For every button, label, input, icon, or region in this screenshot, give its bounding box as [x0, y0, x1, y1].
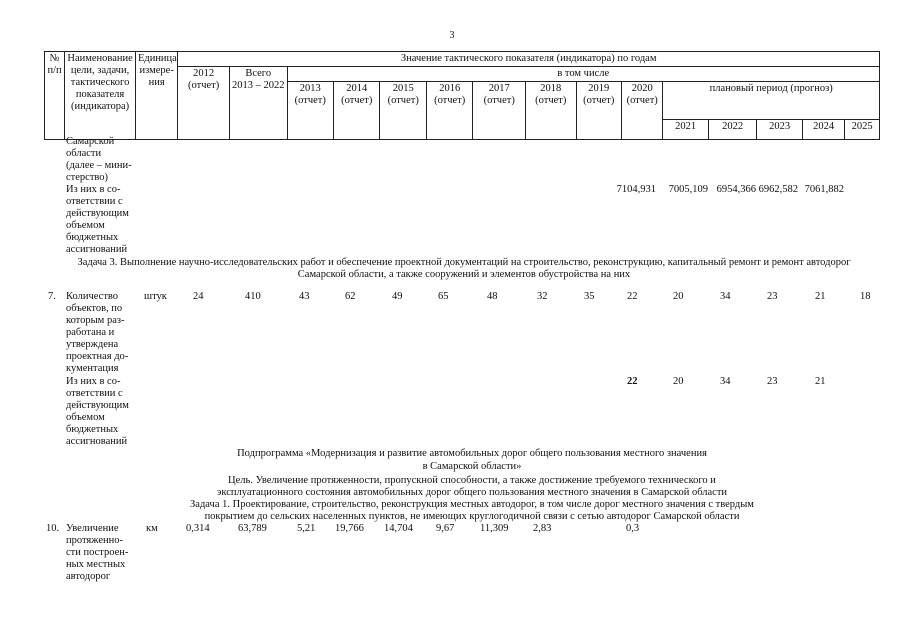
- header-plan-2025: 2025: [845, 120, 880, 140]
- header-year-2019: 2019 (отчет): [576, 82, 621, 140]
- header-unit: Единица измере- ния: [135, 52, 177, 140]
- header-plan-2024: 2024: [802, 120, 844, 140]
- subprogram-title-line2: в Самарской области»: [422, 461, 522, 472]
- row10-value-2013: 5,21: [297, 523, 316, 534]
- block1-sub-value-2021: 7005,109: [668, 184, 708, 195]
- row7-value-2024: 21: [815, 291, 826, 302]
- header-year-2015: 2015 (отчет): [380, 82, 426, 140]
- row7-sub-value-2024: 21: [815, 376, 826, 387]
- row10-unit: км: [146, 523, 158, 534]
- block1-sub-name: Из них в со- ответствии с действующим объемом бюджетных ассигнований: [66, 184, 129, 255]
- header-table: [44, 51, 880, 140]
- row10-value-2014: 19,766: [335, 523, 364, 534]
- row7-value-2013: 43: [299, 291, 310, 302]
- row10-value-2016: 9,67: [436, 523, 455, 534]
- row7-sub-name: Из них в со- ответствии с действующим объемом бюджетных ассигнований: [66, 376, 129, 447]
- row7-value-2017: 48: [487, 291, 498, 302]
- row10-value-2017: 11,309: [480, 523, 509, 534]
- row7-unit: штук: [144, 291, 167, 302]
- row7-name: Количество объектов, по которым раз- работана и утверждена проектная до- кументация: [66, 291, 129, 374]
- header-plan-2022: 2022: [708, 120, 757, 140]
- row7-num: 7.: [48, 291, 56, 302]
- row10-name: Увеличение протяженно- сти построен- ных местных автодорог: [66, 523, 129, 582]
- header-values-title: Значение тактического показателя (индикатора) по годам: [178, 52, 880, 67]
- page-number: 3: [449, 30, 455, 41]
- header-2012: 2012 (отчет): [178, 67, 230, 140]
- subprogram-title-line1: Подпрограмма «Модернизация и развитие автомобильных дорог общего пользования местного значения: [237, 448, 707, 459]
- header-year-2020: 2020 (отчет): [621, 82, 662, 140]
- row7-value-2015: 49: [392, 291, 403, 302]
- row10-value-2012: 0,314: [186, 523, 210, 534]
- block1-sub-value-2024: 7061,882: [804, 184, 844, 195]
- row10-value-2015: 14,704: [384, 523, 413, 534]
- row7-sub-value-2023: 23: [767, 376, 778, 387]
- row7-sub-value-2020: 22: [627, 376, 638, 387]
- row7-value-2021: 20: [673, 291, 684, 302]
- subprogram-goal-line2: эксплуатационного состояния автомобильных дорог общего пользования местного значения в Самарской области: [216, 487, 728, 498]
- header-total: Всего 2013 – 2022: [229, 67, 287, 140]
- row7-value-2020: 22: [627, 291, 638, 302]
- header-year-2017: 2017 (отчет): [473, 82, 526, 140]
- subprogram-goal-line1: Цель. Увеличение протяженности, пропускной способности, а также достижение требуемого технического и: [228, 475, 716, 486]
- row7-value-2018: 32: [537, 291, 548, 302]
- row10-value-total: 63,789: [238, 523, 267, 534]
- row7-value-2025: 18: [860, 291, 871, 302]
- row7-value-2022: 34: [720, 291, 731, 302]
- row7-value-2019: 35: [584, 291, 595, 302]
- header-plan-title: плановый период (прогноз): [663, 82, 880, 120]
- subprogram-task-line2: покрытием до сельских населенных пунктов, не имеющих круглогодичной связи с сетью автодорог Самарской области: [204, 511, 740, 522]
- header-incl: в том числе: [287, 67, 880, 82]
- header-plan-2021: 2021: [663, 120, 708, 140]
- row7-value-2014: 62: [345, 291, 356, 302]
- row10-value-2018: 2,83: [533, 523, 552, 534]
- block1-name-cont: Самарской области (далее – мини- стерство): [66, 136, 132, 183]
- row7-sub-value-2022: 34: [720, 376, 731, 387]
- header-year-2016: 2016 (отчет): [426, 82, 472, 140]
- row10-num: 10.: [46, 523, 60, 534]
- block1-sub-value-2022: 6954,366: [716, 184, 756, 195]
- row7-value-total: 410: [245, 291, 261, 302]
- header-num: № п/п: [45, 52, 65, 140]
- header-plan-2023: 2023: [757, 120, 802, 140]
- row7-value-2023: 23: [767, 291, 778, 302]
- header-year-2018: 2018 (отчет): [525, 82, 576, 140]
- row7-value-2016: 65: [438, 291, 449, 302]
- row10-value-2020: 0,3: [626, 523, 640, 534]
- header-name: Наименование цели, задачи, тактического показателя (индикатора): [65, 52, 136, 140]
- row7-sub-value-2021: 20: [673, 376, 684, 387]
- block1-sub-value-2023: 6962,582: [758, 184, 798, 195]
- row7-value-2012: 24: [193, 291, 204, 302]
- subprogram-task-line1: Задача 1. Проектирование, строительство, реконструкция местных автодорог, в том числе дорог местного значения с твердым: [190, 499, 754, 510]
- header-year-2013: 2013 (отчет): [287, 82, 333, 140]
- task3-heading: Задача 3. Выполнение научно-исследовательских работ и обеспечение проектной документаций на строительство, реконструкцию, капитальный ремонт и ремонт автодорог Самарской области, а также сооружений и элементов обустройства на них: [77, 257, 851, 281]
- header-year-2014: 2014 (отчет): [333, 82, 379, 140]
- block1-sub-value-2020: 7104,931: [616, 184, 656, 195]
